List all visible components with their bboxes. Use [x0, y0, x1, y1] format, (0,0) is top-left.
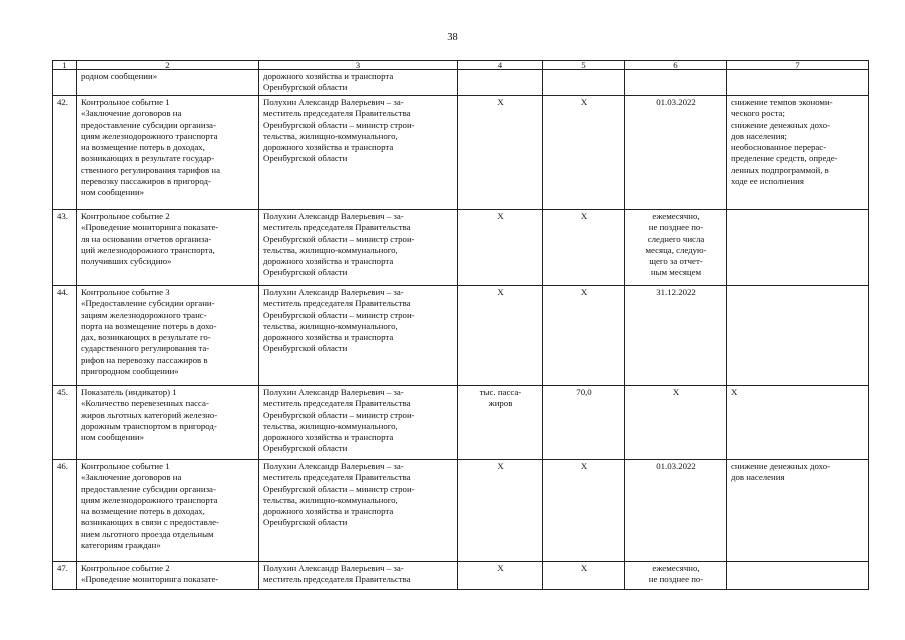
- table-header-row: [53, 61, 869, 70]
- event-cell-text: Контрольное событие 2 «Проведение мониторинга показате- ля на основании отчетов организа- ций железнодорожного транспорта, получивших субсидию»: [81, 211, 219, 267]
- event-cell-text: родном сообщении»: [81, 71, 158, 81]
- risks-cell: [727, 562, 869, 590]
- event-cell: [77, 460, 259, 562]
- value-cell: [543, 562, 625, 590]
- table-row: [53, 460, 869, 562]
- event-cell-text: Контрольное событие 2 «Проведение мониторинга показате-: [81, 563, 219, 585]
- deadline-cell-text: ежемесячно, не позднее по- следнего числа месяца, следую- щего за отчет- ным месяцем: [645, 211, 707, 278]
- value-cell: [543, 96, 625, 210]
- plan-table: [52, 60, 869, 590]
- responsible-cell: [259, 460, 458, 562]
- deadline-cell: [625, 96, 727, 210]
- value-cell: [543, 210, 625, 286]
- table-row: [53, 70, 869, 96]
- deadline-cell-text: ежемесячно, не позднее по-: [648, 563, 704, 585]
- deadline-cell-text: Х: [672, 387, 680, 397]
- responsible-cell: [259, 96, 458, 210]
- page-number: 38: [447, 32, 458, 43]
- column-header: 6: [625, 61, 727, 70]
- table-row: [53, 286, 869, 386]
- row-number-cell: [53, 386, 77, 460]
- row-number-cell: [53, 460, 77, 562]
- responsible-cell: [259, 70, 458, 96]
- responsible-cell: [259, 286, 458, 386]
- value-cell-text: Х: [580, 563, 588, 573]
- responsible-cell-text: Полухин Александр Валерьевич – за- меститель председателя Правительства Оренбургской области – министр строи- тельства, жилищно-коммунального, дорожного хозяйства и транспорта Оренбургской области: [263, 387, 415, 454]
- risks-cell-text: снижение денежных дохо- дов населения: [731, 461, 831, 483]
- row-number-cell: [53, 562, 77, 590]
- deadline-cell: [625, 562, 727, 590]
- responsible-cell-text: Полухин Александр Валерьевич – за- меститель председателя Правительства Оренбургской области – министр строи- тельства, жилищно-коммунального, дорожного хозяйства и транспорта Оренбургской области: [263, 97, 415, 164]
- row-number-cell: [53, 70, 77, 96]
- event-cell: [77, 210, 259, 286]
- responsible-cell: [259, 562, 458, 590]
- row-number-cell: [53, 286, 77, 386]
- value-cell-text: Х: [580, 211, 588, 221]
- table-row: [53, 562, 869, 590]
- event-cell: [77, 70, 259, 96]
- deadline-cell: [625, 210, 727, 286]
- deadline-cell: [625, 460, 727, 562]
- unit-cell-text: тыс. пасса- жиров: [479, 387, 522, 409]
- column-header: 7: [727, 61, 869, 70]
- event-cell-text: Показатель (индикатор) 1 «Количество перевезенных пасса- жиров льготных категорий железно- дорожным транспортом в пригород- ном сообщении»: [81, 387, 218, 443]
- value-cell: [543, 460, 625, 562]
- responsible-cell-text: Полухин Александр Валерьевич – за- меститель председателя Правительства: [263, 563, 411, 585]
- deadline-cell-text: 01.03.2022: [656, 97, 696, 107]
- risks-cell: [727, 210, 869, 286]
- deadline-cell: [625, 70, 727, 96]
- column-header: 4: [458, 61, 543, 70]
- responsible-cell: [259, 210, 458, 286]
- unit-cell-text: Х: [497, 211, 504, 221]
- column-header: 3: [259, 61, 458, 70]
- value-cell-text: Х: [580, 97, 588, 107]
- event-cell: [77, 286, 259, 386]
- row-number-cell-text: 42.: [57, 97, 68, 107]
- row-number-cell-text: 43.: [57, 211, 68, 221]
- responsible-cell-text: Полухин Александр Валерьевич – за- меститель председателя Правительства Оренбургской области – министр строи- тельства, жилищно-коммунального, дорожного хозяйства и транспорта Оренбургской области: [263, 211, 415, 278]
- event-cell-text: Контрольное событие 1 «Заключение договоров на предоставление субсидии организа- циям железнодорожного транспорта на возмещение потерь в доходах, возникающих в результате государ- ственного регулирования тарифов на перевозку пассажиров в пригород- ном сообщении»: [81, 97, 221, 198]
- deadline-cell: [625, 286, 727, 386]
- row-number-cell-text: 47.: [57, 563, 68, 573]
- event-cell: [77, 96, 259, 210]
- event-cell-text: Контрольное событие 1 «Заключение договоров на предоставление субсидии организа- циям железнодорожного транспорта на возмещение потерь в доходах, возникающих в связи с предоставле- нием льготного проезда отдельным категориям граждан»: [81, 461, 219, 551]
- unit-cell: [458, 286, 543, 386]
- value-cell-text: Х: [580, 461, 588, 471]
- risks-cell: [727, 286, 869, 386]
- unit-cell: [458, 210, 543, 286]
- unit-cell: [458, 70, 543, 96]
- row-number-cell-text: 46.: [57, 461, 68, 471]
- value-cell-text: 70,0: [576, 387, 592, 397]
- event-cell: [77, 386, 259, 460]
- risks-cell: [727, 70, 869, 96]
- unit-cell-text: Х: [497, 287, 504, 297]
- table-row: [53, 210, 869, 286]
- unit-cell-text: Х: [497, 563, 504, 573]
- row-number-cell: [53, 96, 77, 210]
- deadline-cell-text: 31.12.2022: [656, 287, 696, 297]
- responsible-cell-text: Полухин Александр Валерьевич – за- меститель председателя Правительства Оренбургской области – министр строи- тельства, жилищно-коммунального, дорожного хозяйства и транспорта Оренбургской области: [263, 287, 415, 354]
- risks-cell: [727, 96, 869, 210]
- value-cell: [543, 286, 625, 386]
- column-header: 5: [543, 61, 625, 70]
- event-cell: [77, 562, 259, 590]
- unit-cell: [458, 562, 543, 590]
- risks-cell-text: Х: [731, 387, 738, 397]
- deadline-cell-text: 01.03.2022: [656, 461, 696, 471]
- column-header: 1: [53, 61, 77, 70]
- table-row: [53, 386, 869, 460]
- table-row: [53, 96, 869, 210]
- value-cell-text: Х: [580, 287, 588, 297]
- unit-cell: [458, 386, 543, 460]
- risks-cell: [727, 460, 869, 562]
- responsible-cell: [259, 386, 458, 460]
- unit-cell: [458, 96, 543, 210]
- row-number-cell: [53, 210, 77, 286]
- row-number-cell-text: 45.: [57, 387, 68, 397]
- risks-cell-text: снижение темпов экономи- ческого роста; снижение денежных дохо- дов населения; необоснованное перерас- пределение средств, опреде- ленных подпрограммой, в ходе ее исполнения: [731, 97, 838, 187]
- value-cell: [543, 70, 625, 96]
- unit-cell-text: Х: [497, 461, 504, 471]
- responsible-cell-text: Полухин Александр Валерьевич – за- меститель председателя Правительства Оренбургской области – министр строи- тельства, жилищно-коммунального, дорожного хозяйства и транспорта Оренбургской области: [263, 461, 415, 528]
- risks-cell: [727, 386, 869, 460]
- event-cell-text: Контрольное событие 3 «Предоставление субсидии органи- зациям железнодорожного транс- порта на возмещение потерь в дохо- дах, возникающих в результате го- сударственного регулирования та- рифов на перевозку пассажиров в пригородном сообщении»: [81, 287, 217, 377]
- row-number-cell-text: 44.: [57, 287, 68, 297]
- value-cell: [543, 386, 625, 460]
- column-header: 2: [77, 61, 259, 70]
- unit-cell-text: Х: [497, 97, 504, 107]
- deadline-cell: [625, 386, 727, 460]
- responsible-cell-text: дорожного хозяйства и транспорта Оренбургской области: [263, 71, 394, 93]
- unit-cell: [458, 460, 543, 562]
